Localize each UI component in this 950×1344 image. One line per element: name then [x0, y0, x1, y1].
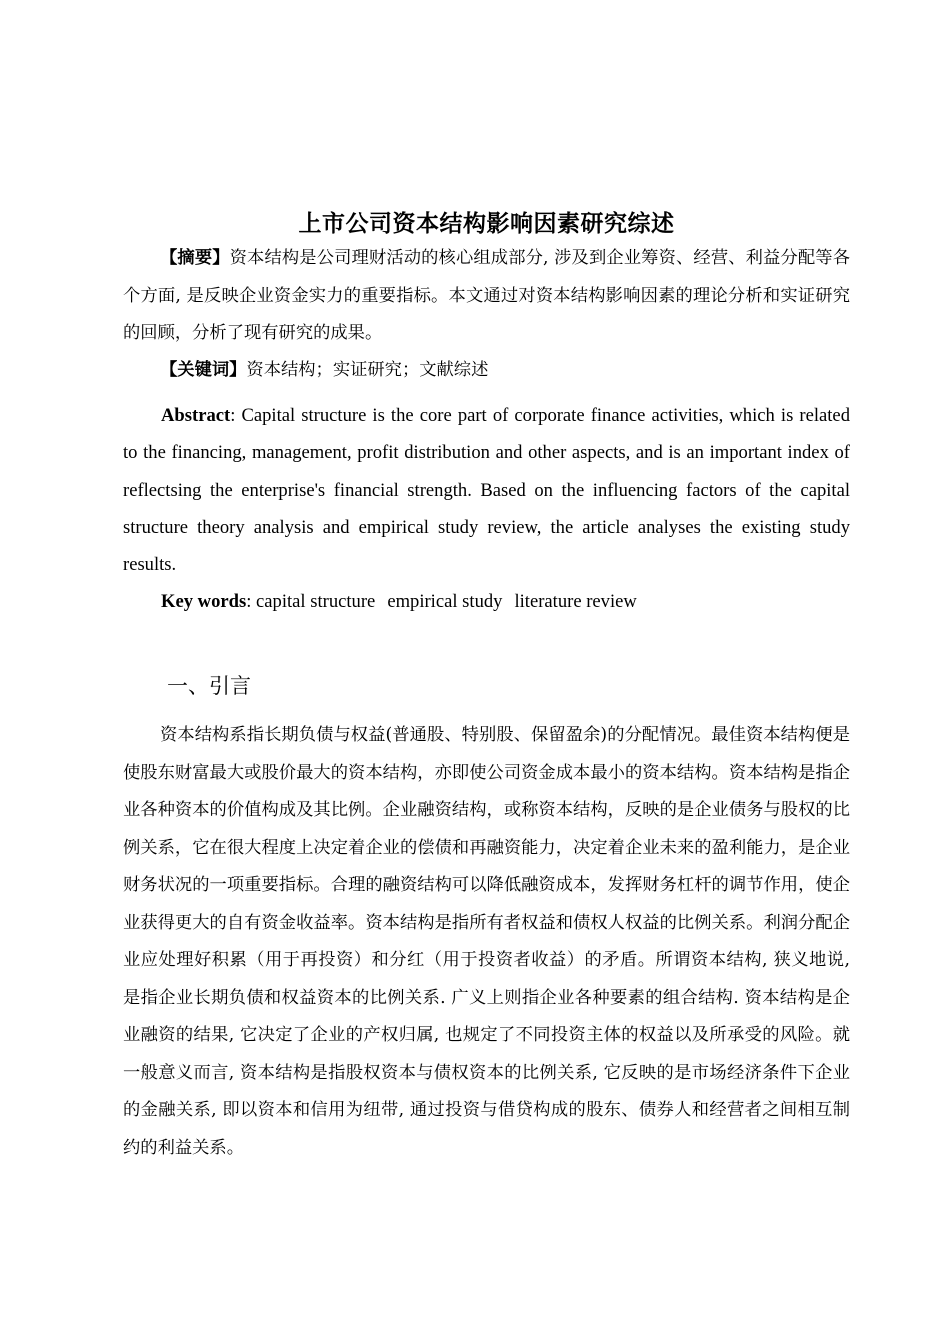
keywords-cn-label: 【关键词】: [160, 360, 247, 380]
introduction-paragraph: 资本结构系指长期负债与权益(普通股、特别股、保留盈余)的分配情况。最佳资本结构便是使股东财富最大或股价最大的资本结构，亦即使公司资金成本最小的资本结构。资本结构是指企业各种资本的价值构成及其比例。企业融资结构，或称资本结构，反映的是企业债务与股权的比例关系，它在很大程度上决定着企业的偿债和再融资能力，决定着企业未来的盈利能力，是企业财务状况的一项重要指标。合理的融资结构可以降低融资成本，发挥财务杠杆的调节作用，使企业获得更大的自有资金收益率。资本结构是指所有者权益和债权人权益的比例关系。利润分配企业应处理好积累（用于再投资）和分红（用于投资者收益）的矛盾。所谓资本结构, 狭义地说, 是指企业长期负债和权益资本的比例关系. 广义上则指企业各种要素的组合结构. 资本结构是企业融资的结果, 它决定了企业的产权归属, 也规定了不同投资主体的权益以及所承受的风险。就一般意义而言, 资本结构是指股权资本与债权资本的比例关系, 它反映的是市场经济条件下企业的金融关系, 即以资本和信用为纽带, 通过投资与借贷构成的股东、债券人和经营者之间相互制约的利益关系。: [123, 725, 850, 1158]
abstract-en-text: : Capital structure is the core part of corporate finance activities, which is related to the financing, management, profit distribution and other aspects, and is an important index of reflectsing the enterprise's financial strength. Based on the influencing factors of the capital structure theory analysis and empirical study review, the article analyses the existing study results.: [123, 405, 850, 576]
keyword-en-item: capital structure: [256, 591, 376, 612]
keyword-en-item: literature review: [514, 591, 637, 612]
abstract-cn-label: 【摘要】: [160, 248, 230, 268]
keyword-en-item: empirical study: [387, 591, 503, 612]
section-heading-introduction: 一、引言: [167, 674, 251, 698]
keywords-cn: [123, 352, 850, 390]
abstract-en: [123, 397, 850, 583]
keywords-en-label: Key words: [161, 591, 247, 612]
keywords-en: [123, 583, 850, 620]
paper-title: 上市公司资本结构影响因素研究综述: [298, 210, 675, 238]
abstract-cn: [123, 240, 850, 353]
keywords-en-separator: :: [246, 591, 257, 612]
keywords-cn-text: 资本结构；实证研究；文献综述: [246, 360, 489, 380]
abstract-cn-text: 资本结构是公司理财活动的核心组成部分, 涉及到企业筹资、经营、利益分配等各个方面, 是反映企业资金实力的重要指标。本文通过对资本结构影响因素的理论分析和实证研究的回顾，分析了现有研究的成果。: [123, 248, 850, 343]
abstract-en-label: Abstract: [161, 405, 231, 426]
